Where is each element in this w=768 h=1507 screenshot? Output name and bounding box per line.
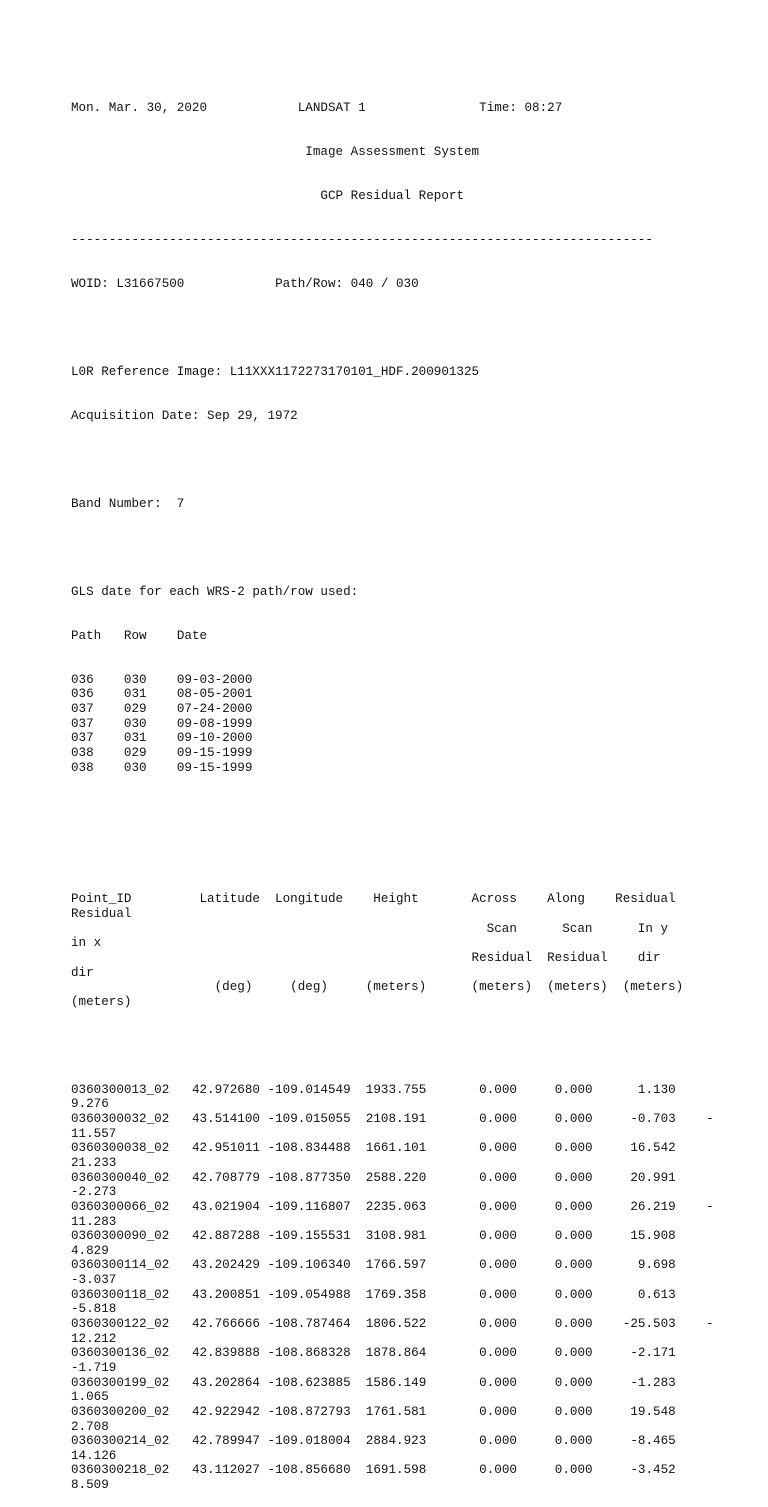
- report-header-line-2: [71, 145, 761, 160]
- gls-row: [71, 761, 761, 776]
- longitude: -109.106340: [267, 1258, 351, 1273]
- table-row: [71, 1405, 761, 1434]
- across-scan-residual: 0.000: [479, 1434, 517, 1449]
- longitude: -108.877350: [267, 1170, 351, 1185]
- gls-date: 09-15-1999: [176, 760, 253, 775]
- table-row-continuation: [71, 1215, 761, 1230]
- residual-y: 16.542: [630, 1141, 676, 1156]
- point-id: 0360300122_02: [71, 1317, 170, 1332]
- height: 1806.522: [365, 1317, 427, 1332]
- gls-date: 09-08-1999: [176, 716, 253, 731]
- table-row: [71, 1463, 761, 1492]
- height: 2588.220: [365, 1170, 427, 1185]
- point-id: 0360300066_02: [71, 1199, 170, 1214]
- point-id: 0360300214_02: [71, 1434, 170, 1449]
- residual-y: -1.283: [630, 1375, 676, 1390]
- residual-x: -5.818: [71, 1302, 117, 1317]
- height: 1769.358: [365, 1287, 427, 1302]
- longitude: -109.018004: [267, 1434, 351, 1449]
- residual-x: 9.276: [71, 1097, 109, 1112]
- table-row: [71, 1141, 761, 1170]
- residual-y: -25.503: [622, 1317, 676, 1332]
- latitude: 42.951011: [191, 1141, 260, 1156]
- height: 1761.581: [365, 1404, 427, 1419]
- gls-date: 07-24-2000: [176, 701, 253, 716]
- gls-column-headers: [71, 629, 761, 644]
- gls-row-number: 031: [123, 731, 147, 746]
- table-header-line: Scan Scan In y: [71, 921, 669, 936]
- residual-y: 26.219: [630, 1199, 676, 1214]
- gls-row: [71, 717, 761, 732]
- residual-x: 8.509: [71, 1478, 109, 1493]
- height: 1878.864: [365, 1346, 427, 1361]
- gls-date: 09-10-2000: [176, 731, 253, 746]
- across-scan-residual: 0.000: [479, 1199, 517, 1214]
- table-row: [71, 1171, 761, 1200]
- residual-x: -3.037: [71, 1273, 117, 1288]
- table-row-line: [71, 1376, 761, 1391]
- residual-x: 1.065: [71, 1390, 109, 1405]
- across-scan-residual: 0.000: [479, 1082, 517, 1097]
- table-row-continuation: [71, 1420, 761, 1435]
- table-row-continuation: [71, 1185, 761, 1200]
- longitude: -108.834488: [267, 1141, 351, 1156]
- longitude: -109.015055: [267, 1112, 351, 1127]
- gls-row-number: 030: [123, 760, 147, 775]
- along-scan-residual: 0.000: [554, 1346, 593, 1361]
- across-scan-residual: 0.000: [479, 1375, 517, 1390]
- gls-path: 037: [71, 716, 94, 731]
- across-scan-residual: 0.000: [479, 1170, 517, 1185]
- row-wrap-marker: -: [705, 1317, 714, 1332]
- point-id: 0360300114_02: [71, 1258, 170, 1273]
- residual-y: -2.171: [630, 1346, 676, 1361]
- point-id: 0360300090_02: [71, 1229, 170, 1244]
- table-row: [71, 1317, 761, 1346]
- header-separator: -----------------------------------------------------------------------------: [71, 233, 653, 248]
- residual-x: 11.283: [71, 1214, 117, 1229]
- residual-x: 12.212: [71, 1331, 117, 1346]
- gls-row-number: 031: [123, 687, 147, 702]
- longitude: -108.623885: [267, 1375, 351, 1390]
- gls-row: [71, 746, 761, 761]
- gls-row-number: 029: [123, 745, 147, 760]
- residual-y: 0.613: [637, 1287, 676, 1302]
- gls-path: 036: [71, 672, 94, 687]
- across-scan-residual: 0.000: [479, 1404, 517, 1419]
- residual-y: 20.991: [630, 1170, 676, 1185]
- residual-x: -2.273: [71, 1185, 117, 1200]
- along-scan-residual: 0.000: [554, 1229, 593, 1244]
- residual-x: 11.557: [71, 1126, 117, 1141]
- table-row-continuation: [71, 1361, 761, 1376]
- latitude: 43.202429: [191, 1258, 260, 1273]
- along-scan-residual: 0.000: [554, 1434, 593, 1449]
- gls-path: 036: [71, 687, 94, 702]
- residual-y: -3.452: [630, 1463, 676, 1478]
- along-scan-residual: 0.000: [554, 1199, 593, 1214]
- row-wrap-marker: -: [705, 1112, 714, 1127]
- latitude: 43.202864: [191, 1375, 260, 1390]
- longitude: -109.155531: [267, 1229, 351, 1244]
- band-number: Band Number: 7: [71, 496, 185, 511]
- table-row-line: [71, 1200, 761, 1215]
- point-id: 0360300218_02: [71, 1463, 170, 1478]
- residual-y: -0.703: [630, 1112, 676, 1127]
- woid: WOID: L31667500: [71, 277, 185, 292]
- point-id: 0360300136_02: [71, 1346, 170, 1361]
- table-row-line: [71, 1112, 761, 1127]
- row-wrap-marker: -: [705, 1199, 714, 1214]
- gls-path: 037: [71, 731, 94, 746]
- height: 1586.149: [365, 1375, 427, 1390]
- table-row-continuation: [71, 1449, 761, 1464]
- latitude: 42.887288: [191, 1229, 260, 1244]
- table-row: [71, 1258, 761, 1287]
- height: 2235.063: [365, 1199, 427, 1214]
- gls-path: 037: [71, 701, 94, 716]
- gls-col-row: Row: [123, 628, 147, 643]
- gls-row-number: 030: [123, 672, 147, 687]
- report-header-line-1: [71, 101, 761, 116]
- height: 1661.101: [365, 1141, 427, 1156]
- latitude: 43.514100: [191, 1112, 260, 1127]
- table-header-line: (deg) (deg) (meters) (meters) (meters) (meters): [71, 980, 684, 995]
- table-row: [71, 1376, 761, 1405]
- gls-row: [71, 702, 761, 717]
- height: 2884.923: [365, 1434, 427, 1449]
- longitude: -108.856680: [267, 1463, 351, 1478]
- point-id: 0360300038_02: [71, 1141, 170, 1156]
- reference-image: L0R Reference Image: L11XXX1172273170101_HDF.200901325: [71, 365, 480, 380]
- along-scan-residual: 0.000: [554, 1317, 593, 1332]
- table-header-line: Residual Residual dir: [71, 950, 661, 965]
- table-row: [71, 1288, 761, 1317]
- along-scan-residual: 0.000: [554, 1404, 593, 1419]
- satellite-name: LANDSAT 1: [297, 101, 366, 116]
- table-row-line: [71, 1141, 761, 1156]
- table-row-line: [71, 1405, 761, 1420]
- height: 1691.598: [365, 1463, 427, 1478]
- table-row-continuation: [71, 1244, 761, 1259]
- across-scan-residual: 0.000: [479, 1258, 517, 1273]
- table-row-line: [71, 1083, 761, 1098]
- along-scan-residual: 0.000: [554, 1141, 593, 1156]
- table-row-continuation: [71, 1156, 761, 1171]
- residual-y: 19.548: [630, 1404, 676, 1419]
- table-row-continuation: [71, 1097, 761, 1112]
- table-header-line: in x: [71, 936, 102, 951]
- along-scan-residual: 0.000: [554, 1375, 593, 1390]
- table-row-continuation: [71, 1273, 761, 1288]
- latitude: 43.112027: [191, 1463, 260, 1478]
- point-id: 0360300199_02: [71, 1375, 170, 1390]
- gls-heading: GLS date for each WRS-2 path/row used:: [71, 584, 359, 599]
- acquisition-date: Acquisition Date: Sep 29, 1972: [71, 408, 298, 423]
- point-id: 0360300200_02: [71, 1404, 170, 1419]
- table-header-line: Point_ID Latitude Longitude Height Across Along Residual: [71, 892, 676, 907]
- table-header-line: Residual: [71, 907, 132, 922]
- residual-x: 2.708: [71, 1419, 109, 1434]
- longitude: -108.868328: [267, 1346, 351, 1361]
- latitude: 42.766666: [191, 1317, 260, 1332]
- gls-date: 08-05-2001: [176, 687, 253, 702]
- gls-row: [71, 687, 761, 702]
- latitude: 42.972680: [191, 1082, 260, 1097]
- across-scan-residual: 0.000: [479, 1141, 517, 1156]
- latitude: 43.200851: [191, 1287, 260, 1302]
- report-header-line-3: [71, 189, 761, 204]
- gls-path: 038: [71, 745, 94, 760]
- gls-row-number: 030: [123, 716, 147, 731]
- along-scan-residual: 0.000: [554, 1258, 593, 1273]
- table-row-continuation: [71, 1390, 761, 1405]
- table-row-continuation: [71, 1478, 761, 1493]
- table-row-line: [71, 1434, 761, 1449]
- residual-x: -1.719: [71, 1360, 117, 1375]
- point-id: 0360300040_02: [71, 1170, 170, 1185]
- across-scan-residual: 0.000: [479, 1463, 517, 1478]
- across-scan-residual: 0.000: [479, 1346, 517, 1361]
- point-id: 0360300032_02: [71, 1112, 170, 1127]
- height: 2108.191: [365, 1112, 427, 1127]
- across-scan-residual: 0.000: [479, 1112, 517, 1127]
- point-id: 0360300118_02: [71, 1287, 170, 1302]
- table-row-continuation: [71, 1332, 761, 1347]
- gls-date: 09-15-1999: [176, 745, 253, 760]
- longitude: -108.787464: [267, 1317, 351, 1332]
- gcp-residual-report: [71, 72, 761, 1507]
- latitude: 42.789947: [191, 1434, 260, 1449]
- table-header-line: (meters): [71, 994, 132, 1009]
- along-scan-residual: 0.000: [554, 1112, 593, 1127]
- residual-y: 1.130: [637, 1082, 676, 1097]
- along-scan-residual: 0.000: [554, 1463, 593, 1478]
- gls-date: 09-03-2000: [176, 672, 253, 687]
- height: 1933.755: [365, 1082, 427, 1097]
- table-row: [71, 1200, 761, 1229]
- table-row-line: [71, 1229, 761, 1244]
- longitude: -109.014549: [267, 1082, 351, 1097]
- height: 3108.981: [365, 1229, 427, 1244]
- table-header-line: dir: [71, 965, 94, 980]
- along-scan-residual: 0.000: [554, 1082, 593, 1097]
- residual-y: -8.465: [630, 1434, 676, 1449]
- table-row: [71, 1434, 761, 1463]
- residual-x: 4.829: [71, 1243, 109, 1258]
- system-name: Image Assessment System: [305, 145, 480, 160]
- residual-x: 21.233: [71, 1156, 117, 1170]
- along-scan-residual: 0.000: [554, 1287, 593, 1302]
- latitude: 43.021904: [191, 1199, 260, 1214]
- table-row-line: [71, 1288, 761, 1303]
- table-row: [71, 1346, 761, 1375]
- gls-path: 038: [71, 760, 94, 775]
- residual-table-body: [71, 1083, 761, 1493]
- along-scan-residual: 0.000: [554, 1170, 593, 1185]
- table-row-line: [71, 1346, 761, 1361]
- table-row-continuation: [71, 1127, 761, 1142]
- table-row-line: [71, 1463, 761, 1478]
- table-row: [71, 1083, 761, 1112]
- residual-table-header: [71, 892, 761, 1009]
- longitude: -108.872793: [267, 1404, 351, 1419]
- gls-table: [71, 673, 761, 775]
- gls-col-date: Date: [176, 628, 208, 643]
- table-row-line: [71, 1317, 761, 1332]
- path-row: Path/Row: 040 / 030: [275, 277, 419, 292]
- residual-y: 15.908: [630, 1229, 676, 1244]
- table-row: [71, 1112, 761, 1141]
- longitude: -109.116807: [267, 1199, 351, 1214]
- table-row-line: [71, 1258, 761, 1273]
- gls-row: [71, 673, 761, 688]
- gls-col-path: Path: [71, 628, 102, 643]
- table-row-line: [71, 1171, 761, 1186]
- gls-row: [71, 731, 761, 746]
- across-scan-residual: 0.000: [479, 1317, 517, 1332]
- report-time: Time: 08:27: [479, 101, 563, 116]
- gls-row-number: 029: [123, 701, 147, 716]
- report-title: GCP Residual Report: [320, 189, 464, 204]
- point-id: 0360300013_02: [71, 1082, 170, 1097]
- latitude: 42.839888: [191, 1346, 260, 1361]
- report-date: Mon. Mar. 30, 2020: [71, 101, 208, 116]
- residual-y: 9.698: [637, 1258, 676, 1273]
- latitude: 42.922942: [191, 1404, 260, 1419]
- residual-x: 14.126: [71, 1448, 117, 1463]
- table-row-continuation: [71, 1302, 761, 1317]
- across-scan-residual: 0.000: [479, 1287, 517, 1302]
- table-row: [71, 1229, 761, 1258]
- across-scan-residual: 0.000: [479, 1229, 517, 1244]
- height: 1766.597: [365, 1258, 427, 1273]
- woid-line: [71, 277, 761, 292]
- longitude: -109.054988: [267, 1287, 351, 1302]
- latitude: 42.708779: [191, 1170, 260, 1185]
